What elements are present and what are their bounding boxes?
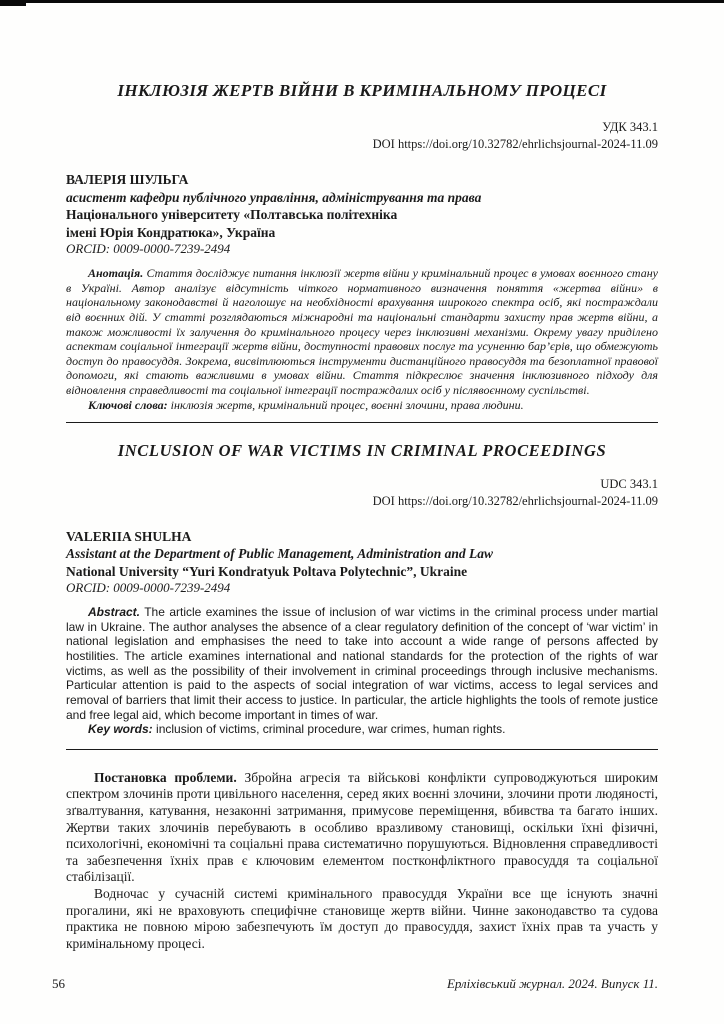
abstract-en-label: Abstract. [88,605,141,620]
abstract-uk-text: Стаття досліджує питання інклюзії жертв війни у кримінальний процес в умовах воєнного стану в Україні. Автор аналізує відсутність чіткого нормативного визначення поняття «жертва війни» в національному законодавстві й наголошує на необхідності врахування широкого спектра осіб, які постраждали від воєнних дій. У статті розглядаються міжнародні та національні стандарти захисту прав жертв війни, а також можливості їх залучення до кримінального процесу через інклюзивні механізми. Окрему увагу приділено аспектам соціальної інтеграції жертв війни, доступності правових послуг та усуненню бар’єрів, що обмежують доступ до правосуддя. Зокрема, висвітлюються інструменти дистанційного правосуддя та безоплатної правової допомоги, які стають важливими в умовах війни. Стаття підкреслює значення інклюзивного підходу для відновлення справедливості та соціальної інтеграції постраждалих осіб у післявоєнному суспільстві. [66,266,659,398]
doi-line-uk: DOI https://doi.org/10.32782/ehrlichsjournal-2024-11.09 [372,137,658,152]
keywords-uk-label: Ключові слова: [88,397,168,412]
author-affiliation-en: National University “Yuri Kondratyuk Poltava Polytechnic”, Ukraine [66,563,468,579]
section-divider-2 [66,749,658,750]
author-block-en [66,528,658,598]
abstract-uk-label: Анотація. [88,266,144,281]
udk-code: УДК 343.1 [602,120,658,135]
page-number: 56 [52,976,65,991]
article-title-uk: ІНКЛЮЗІЯ ЖЕРТВ ВІЙНИ В КРИМІНАЛЬНОМУ ПРОЦЕСІ [117,81,607,100]
author-position-uk: асистент кафедри публічного управління, адміністрування та права [66,189,482,205]
doi-line-en: DOI https://doi.org/10.32782/ehrlichsjournal-2024-11.09 [372,493,658,508]
author-position-en: Assistant at the Department of Public Management, Administration and Law [66,546,494,562]
scan-edge-artifact [0,0,724,3]
author-name-en: VALERIIA SHULHA [66,528,192,544]
author-orcid-uk: ORCID: 0009-0000-7239-2494 [66,241,231,257]
author-affiliation-uk-line2: імені Юрія Кондратюка», Україна [66,224,276,240]
author-orcid-en: ORCID: 0009-0000-7239-2494 [66,580,231,596]
keywords-en-text: inclusion of victims, criminal procedure, war crimes, human rights. [156,722,506,737]
author-name-uk: ВАЛЕРІЯ ШУЛЬГА [66,172,189,187]
article-title-en: INCLUSION OF WAR VICTIMS IN CRIMINAL PROCEEDINGS [117,441,607,461]
scan-corner-artifact [0,0,26,6]
page-footer [52,976,658,992]
journal-running-title: Ерліхівський журнал. 2024. Випуск 11. [446,976,658,991]
body-paragraph-1-text: Збройна агресія та військові конфлікти супроводжуються широким спектром злочинів проти цивільного населення, серед яких воєнні злочини, злочини проти людяності, зґвалтування, катування, незаконні затримання, примусове переміщення, вбивства та багато інших. Жертви таких злочинів перебувають в особливо вразливому становищі, оскільки їхні фізичні, психологічні, економічні та соціальні права систематично порушуються. Відновлення справедливості та забезпечення їхніх прав є ключовим елементом постконфліктного правосуддя та соціальної стабілізації. [66,769,658,885]
author-block-uk [66,171,658,258]
author-affiliation-uk-line1: Національного університету «Полтавська політехніка [66,207,398,223]
keywords-uk [66,398,658,413]
section-divider-1 [66,422,658,423]
keywords-en [66,722,658,737]
meta-block-uk [66,119,658,153]
keywords-en-label: Key words: [88,722,153,737]
body-paragraph-1-label: Постановка проблеми. [94,769,237,785]
keywords-uk-text: інклюзія жертв, кримінальний процес, воєнні злочини, права людини. [170,397,524,412]
article-body [66,770,658,953]
meta-block-en [66,476,658,510]
body-paragraph-1 [66,770,658,886]
abstract-en [66,605,658,722]
udc-code: UDC 343.1 [600,476,658,491]
abstract-en-text: The article examines the issue of inclusion of war victims in the criminal process under martial law in Ukraine. The author analyses the absence of a clear regulatory definition of the concept of ‘war victim’ in national legislation and emphasises the need to take into account a wide range of persons affected by hostilities. The article examines international and national standards for the protection of the rights of war victims, as well as the possibility of their involvement in criminal proceedings through inclusive mechanisms. Particular attention is paid to the aspects of social integration of war victims, access to legal services and removal of barriers that limit their access to justice. In particular, the article highlights the tools of remote justice and free legal aid, which become important in times of war. [66,605,658,722]
abstract-uk [66,266,658,398]
body-paragraph-2: Водночас у сучасній системі кримінального правосуддя України все ще існують значні прогалини, які не враховують специфічне становище жертв війни. Чинне законодавство та судова практика не повною мірою забезпечують їм доступ до правосуддя, захист їхніх прав та участь у кримінальному процесі. [66,886,658,951]
